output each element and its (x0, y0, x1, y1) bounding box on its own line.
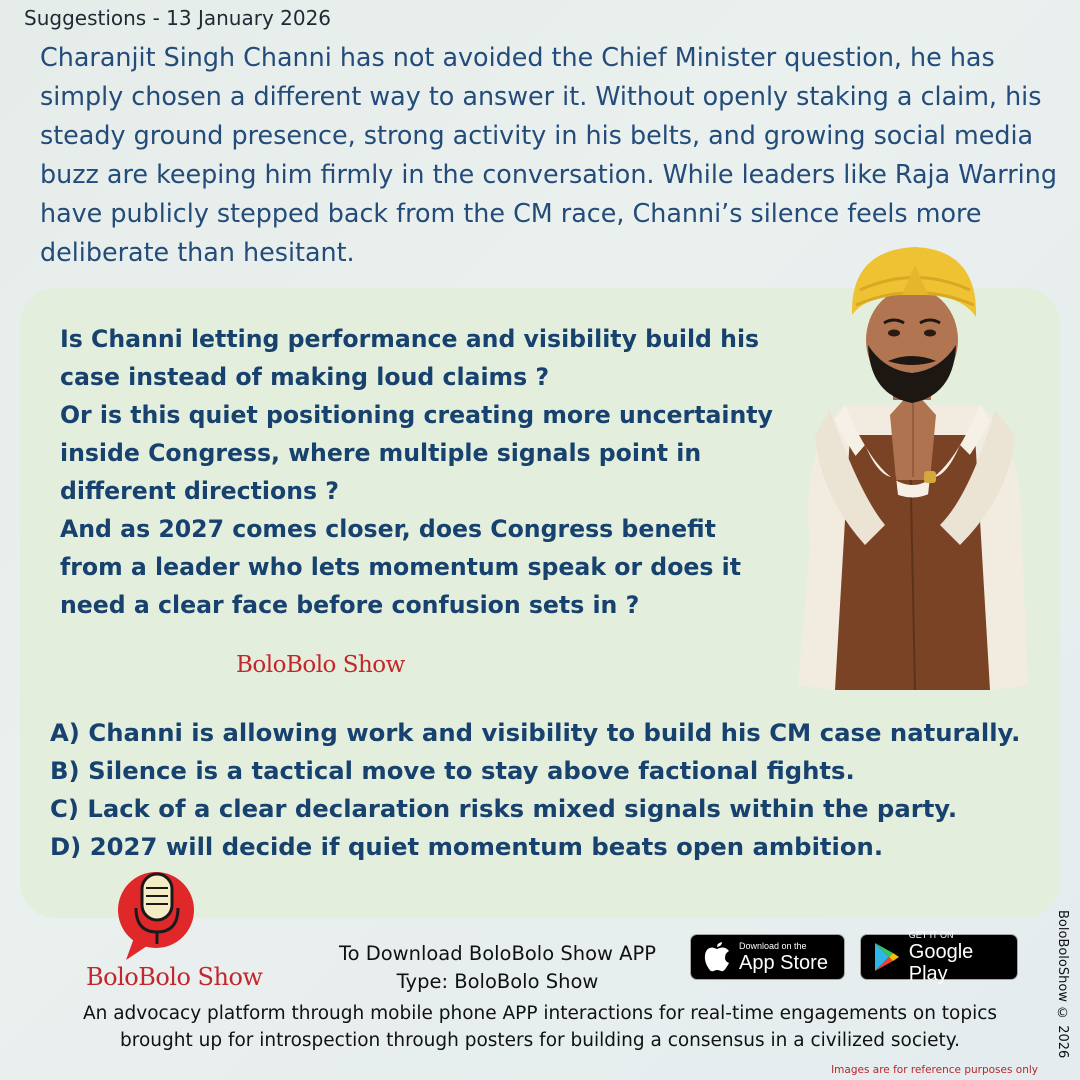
apple-icon (699, 939, 735, 975)
mission-line-2: brought up for introspection through posters for building a consensus in a civilized society. (120, 1030, 960, 1051)
app-store-button[interactable] (690, 934, 845, 980)
app-store-small-label: Download on the (739, 940, 807, 951)
question-1: Is Channi letting performance and visibility build his case instead of making loud claims ? (60, 325, 760, 391)
download-line-2: Type: BoloBolo Show (396, 970, 599, 993)
microphone-logo-icon (116, 868, 202, 964)
option-a[interactable]: A) Channi is allowing work and visibility to build his CM case naturally. (50, 718, 1021, 747)
question-3: And as 2027 comes closer, does Congress benefit from a leader who lets momentum speak or does it need a clear face before confusion sets in ? (60, 515, 742, 619)
google-play-label: Google Play (908, 940, 974, 985)
header-date: Suggestions - 13 January 2026 (24, 6, 332, 30)
leader-portrait-illustration (790, 245, 1035, 695)
download-instructions (330, 940, 665, 996)
download-line-1: To Download BoloBolo Show APP (338, 942, 657, 965)
option-d[interactable]: D) 2027 will decide if quiet momentum beats open ambition. (50, 832, 884, 861)
google-play-button[interactable] (860, 929, 1018, 985)
intro-paragraph: Charanjit Singh Channi has not avoided the Chief Minister question, he has simply chosen a different way to answer it. Without openly staking a claim, his steady ground presence, strong activity in his belts, and growing social media buzz are keeping him firmly in the conversation. While leaders like Raja Warring have publicly stepped back from the CM race, Channi’s silence feels more deliberate than hesitant. (40, 42, 1057, 267)
google-play-icon (869, 939, 905, 975)
question-2: Or is this quiet positioning creating more uncertainty inside Congress, where multiple signals point in different directions ? (60, 401, 773, 505)
copyright-notice: BoloBoloShow © 2026 (1055, 910, 1070, 1059)
image-disclaimer: Images are for reference purposes only (831, 1064, 1038, 1076)
mission-line-1: An advocacy platform through mobile phone APP interactions for real-time engagements on topics (82, 1003, 998, 1024)
brand-wordmark-logo: BoloBolo Show (86, 963, 263, 991)
brand-wordmark-mid: BoloBolo Show (236, 652, 405, 678)
google-play-small-label: GET IT ON (908, 929, 954, 940)
mission-statement (30, 1000, 1050, 1054)
question-block (60, 320, 780, 624)
app-store-label: App Store (739, 951, 828, 974)
option-b[interactable]: B) Silence is a tactical move to stay above factional fights. (50, 756, 855, 785)
answer-options (50, 714, 1050, 866)
option-c[interactable]: C) Lack of a clear declaration risks mixed signals within the party. (50, 794, 958, 823)
